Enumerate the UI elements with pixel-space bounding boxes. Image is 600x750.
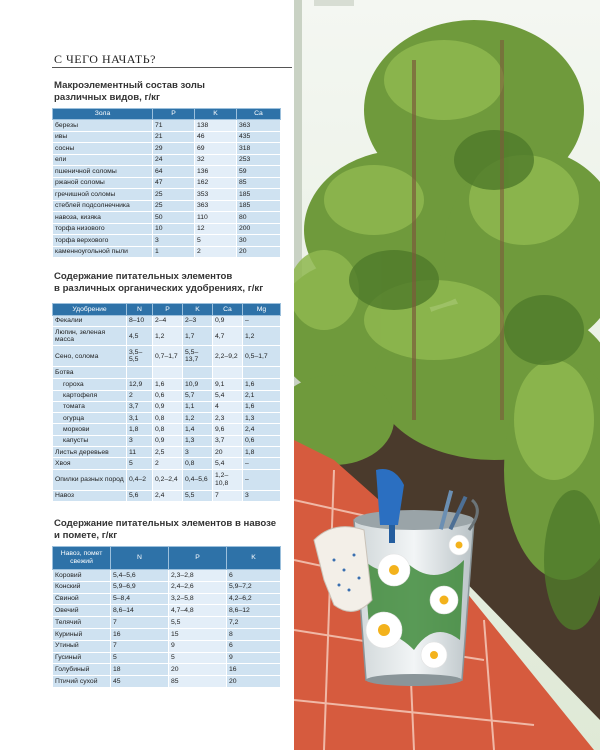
table-cell: 1,1: [183, 401, 213, 412]
row-label: Сено, солома: [53, 346, 127, 367]
table-cell: –: [243, 316, 281, 327]
header-row: [53, 304, 281, 316]
table-row: [53, 390, 281, 401]
row-label: Опилки разных пород: [53, 469, 127, 490]
column-header: K: [183, 304, 213, 316]
table-cell: 2,4: [153, 490, 183, 501]
table-cell: 5,5: [169, 617, 227, 629]
table-cell: 435: [237, 131, 281, 143]
column-header: Навоз, помет свежий: [53, 547, 111, 570]
manure-table: [52, 546, 281, 688]
table-row: [53, 235, 281, 247]
table-cell: 185: [237, 189, 281, 201]
table-cell: 2–3: [183, 316, 213, 327]
table-cell: 2,5: [153, 447, 183, 458]
table-cell: 15: [169, 628, 227, 640]
column-header: K: [227, 547, 281, 570]
table-cell: 5,9–6,9: [111, 581, 169, 593]
table-cell: 10,9: [183, 379, 213, 390]
table-cell: 20: [213, 447, 243, 458]
table-row: [53, 605, 281, 617]
table-cell: 9,1: [213, 379, 243, 390]
column-header: P: [153, 109, 195, 120]
table-row: [53, 316, 281, 327]
table-cell: 1,4: [183, 424, 213, 435]
row-label: Телячий: [53, 617, 111, 629]
table-cell: 0,5–1,7: [243, 346, 281, 367]
table-row: [53, 154, 281, 166]
table-cell: 7: [213, 490, 243, 501]
row-label: ржаной соломы: [53, 177, 153, 189]
column-header: Зола: [53, 109, 153, 120]
table-cell: 8: [227, 628, 281, 640]
table-cell: 200: [237, 223, 281, 235]
table-row: [53, 200, 281, 212]
ash-table-heading: Макроэлементный состав золы различных видов, г/кг: [54, 80, 205, 103]
table-cell: 5,5–13,7: [183, 346, 213, 367]
table-cell: 0,6: [153, 390, 183, 401]
column-header: N: [127, 304, 153, 316]
table-cell: 1,8: [127, 424, 153, 435]
table-cell: 16: [111, 628, 169, 640]
table-cell: 253: [237, 154, 281, 166]
table-cell: 5: [111, 652, 169, 664]
table-cell: 3: [127, 435, 153, 446]
table-cell: 3: [243, 490, 281, 501]
table-cell: 1,8: [243, 447, 281, 458]
table-cell: [127, 367, 153, 379]
table-cell: 1,7: [183, 327, 213, 346]
table-row: [53, 593, 281, 605]
table-cell: [243, 367, 281, 379]
row-label: ивы: [53, 131, 153, 143]
table-cell: 1,2–10,8: [213, 469, 243, 490]
header-row: [53, 547, 281, 570]
table-cell: 1,3: [243, 413, 281, 424]
table-row: [53, 177, 281, 189]
table-cell: 138: [195, 120, 237, 132]
table-cell: 3,5–5,5: [127, 346, 153, 367]
row-label: Люпин, зеленая масса: [53, 327, 127, 346]
table-cell: 2,3: [213, 413, 243, 424]
table-cell: 45: [111, 676, 169, 688]
column-header: P: [153, 304, 183, 316]
row-label: Листья деревьев: [53, 447, 127, 458]
table-cell: 20: [237, 246, 281, 258]
table-cell: 2: [153, 458, 183, 469]
table-cell: 6: [227, 640, 281, 652]
table-cell: 2,4: [243, 424, 281, 435]
table-cell: 6: [227, 570, 281, 582]
table-cell: 2,3–2,8: [169, 570, 227, 582]
table-cell: 3,1: [127, 413, 153, 424]
table-cell: 1,3: [183, 435, 213, 446]
table-cell: 0,8: [153, 424, 183, 435]
table-cell: 1,2: [153, 327, 183, 346]
table-cell: 5: [195, 235, 237, 247]
row-label: огурца: [53, 413, 127, 424]
table-cell: 4,2–6,2: [227, 593, 281, 605]
row-label: торфа низового: [53, 223, 153, 235]
table-row: [53, 212, 281, 224]
table-cell: –: [243, 458, 281, 469]
column-header: Ca: [213, 304, 243, 316]
table-cell: 0,2–2,4: [153, 469, 183, 490]
table-cell: 2,4–2,6: [169, 581, 227, 593]
table-cell: 85: [237, 177, 281, 189]
table-cell: 0,4–5,6: [183, 469, 213, 490]
row-label: Свиной: [53, 593, 111, 605]
table-cell: 4,7: [213, 327, 243, 346]
table-cell: [213, 367, 243, 379]
table-cell: 20: [169, 664, 227, 676]
table-cell: 7: [111, 617, 169, 629]
row-label: капусты: [53, 435, 127, 446]
table-cell: 3,7: [127, 401, 153, 412]
row-label: Хвоя: [53, 458, 127, 469]
table-cell: 18: [111, 664, 169, 676]
table-cell: 9: [227, 652, 281, 664]
row-label: стеблей подсолнечника: [53, 200, 153, 212]
row-label: Коровий: [53, 570, 111, 582]
table-cell: 9,6: [213, 424, 243, 435]
table-row: [53, 424, 281, 435]
header-row: [53, 109, 281, 120]
table-cell: 353: [195, 189, 237, 201]
row-label: навоза, кизяка: [53, 212, 153, 224]
row-label: моркови: [53, 424, 127, 435]
table-row: [53, 379, 281, 390]
table-cell: 363: [237, 120, 281, 132]
table-row: [53, 640, 281, 652]
table-cell: 3: [183, 447, 213, 458]
table-cell: 5,4: [213, 458, 243, 469]
table-cell: 8,6–12: [227, 605, 281, 617]
table-cell: 0,6: [243, 435, 281, 446]
table-cell: 47: [153, 177, 195, 189]
table-cell: 5: [127, 458, 153, 469]
table-cell: 1,2: [243, 327, 281, 346]
table-cell: 21: [153, 131, 195, 143]
table-cell: 71: [153, 120, 195, 132]
table-row: [53, 469, 281, 490]
title-rule: [52, 67, 292, 68]
row-label: Голубиный: [53, 664, 111, 676]
table-cell: 0,8: [153, 413, 183, 424]
table-row: [53, 676, 281, 688]
table-cell: 5,7: [183, 390, 213, 401]
table-cell: 24: [153, 154, 195, 166]
table-cell: 136: [195, 166, 237, 178]
table-cell: 29: [153, 143, 195, 155]
row-label: Гусиный: [53, 652, 111, 664]
table-cell: 5–8,4: [111, 593, 169, 605]
table-cell: 7,2: [227, 617, 281, 629]
table-cell: 0,4–2: [127, 469, 153, 490]
row-label: гороха: [53, 379, 127, 390]
table-cell: 0,9: [153, 401, 183, 412]
table-cell: 2–4: [153, 316, 183, 327]
table-cell: 185: [237, 200, 281, 212]
table-cell: 162: [195, 177, 237, 189]
table-cell: [153, 367, 183, 379]
table-cell: 1: [153, 246, 195, 258]
table-cell: 5,4–5,6: [111, 570, 169, 582]
table-cell: 3,7: [213, 435, 243, 446]
table-row: [53, 327, 281, 346]
table-cell: 4,7–4,8: [169, 605, 227, 617]
row-label: Утиный: [53, 640, 111, 652]
table-row: [53, 447, 281, 458]
table-cell: 5,9–7,2: [227, 581, 281, 593]
manure-table-heading: Содержание питательных элементов в навозе и помете, г/кг: [54, 518, 277, 541]
row-label: пшеничной соломы: [53, 166, 153, 178]
table-row: [53, 346, 281, 367]
table-cell: 110: [195, 212, 237, 224]
organic-table: [52, 303, 281, 502]
table-row: [53, 367, 281, 379]
table-cell: 85: [169, 676, 227, 688]
table-cell: 4: [213, 401, 243, 412]
row-label: томата: [53, 401, 127, 412]
table-cell: 8–10: [127, 316, 153, 327]
table-cell: 3,2–5,8: [169, 593, 227, 605]
table-cell: 5,6: [127, 490, 153, 501]
row-label: картофеля: [53, 390, 127, 401]
table-cell: 5,5: [183, 490, 213, 501]
table-cell: 2,2–9,2: [213, 346, 243, 367]
table-cell: 0,8: [183, 458, 213, 469]
table-row: [53, 490, 281, 501]
table-cell: 5,4: [213, 390, 243, 401]
column-header: Mg: [243, 304, 281, 316]
row-label: каменноугольной пыли: [53, 246, 153, 258]
table-cell: 12: [195, 223, 237, 235]
table-row: [53, 570, 281, 582]
table-cell: 2: [127, 390, 153, 401]
section-title: С ЧЕГО НАЧАТЬ?: [54, 52, 156, 66]
table-cell: 64: [153, 166, 195, 178]
table-cell: 5: [169, 652, 227, 664]
table-row: [53, 166, 281, 178]
table-cell: 0,9: [153, 435, 183, 446]
table-cell: 363: [195, 200, 237, 212]
row-label: сосны: [53, 143, 153, 155]
row-label: березы: [53, 120, 153, 132]
column-header: P: [169, 547, 227, 570]
table-cell: 16: [227, 664, 281, 676]
table-cell: 1,2: [183, 413, 213, 424]
table-row: [53, 413, 281, 424]
table-cell: 1,6: [243, 379, 281, 390]
table-cell: 7: [111, 640, 169, 652]
organic-table-heading: Содержание питательных элементов в различных органических удобрениях, г/кг: [54, 271, 264, 294]
table-cell: 0,7–1,7: [153, 346, 183, 367]
row-label: Ботва: [53, 367, 127, 379]
table-cell: 46: [195, 131, 237, 143]
column-header: Ca: [237, 109, 281, 120]
table-row: [53, 223, 281, 235]
table-cell: 318: [237, 143, 281, 155]
table-cell: 12,9: [127, 379, 153, 390]
table-row: [53, 401, 281, 412]
row-label: Фекалии: [53, 316, 127, 327]
table-cell: 3: [153, 235, 195, 247]
greenhouse-photo: [294, 0, 600, 750]
row-label: гречишной соломы: [53, 189, 153, 201]
table-row: [53, 131, 281, 143]
row-label: Куриный: [53, 628, 111, 640]
row-label: Конский: [53, 581, 111, 593]
table-cell: 8,6–14: [111, 605, 169, 617]
table-cell: 20: [227, 676, 281, 688]
row-label: Птичий сухой: [53, 676, 111, 688]
table-cell: 32: [195, 154, 237, 166]
column-header: K: [195, 109, 237, 120]
table-cell: 25: [153, 189, 195, 201]
table-cell: 4,5: [127, 327, 153, 346]
table-row: [53, 628, 281, 640]
table-cell: 10: [153, 223, 195, 235]
row-label: ели: [53, 154, 153, 166]
table-cell: [183, 367, 213, 379]
column-header: Удобрение: [53, 304, 127, 316]
table-cell: 9: [169, 640, 227, 652]
table-row: [53, 458, 281, 469]
table-cell: 80: [237, 212, 281, 224]
row-label: торфа верхового: [53, 235, 153, 247]
ash-table: [52, 108, 281, 258]
table-cell: –: [243, 469, 281, 490]
text-column: [0, 0, 292, 750]
table-cell: 1,6: [153, 379, 183, 390]
table-cell: 50: [153, 212, 195, 224]
table-row: [53, 143, 281, 155]
table-row: [53, 120, 281, 132]
table-row: [53, 664, 281, 676]
table-row: [53, 246, 281, 258]
table-cell: 69: [195, 143, 237, 155]
table-cell: 25: [153, 200, 195, 212]
table-row: [53, 617, 281, 629]
table-row: [53, 652, 281, 664]
table-cell: 2,1: [243, 390, 281, 401]
column-header: N: [111, 547, 169, 570]
table-cell: 0,9: [213, 316, 243, 327]
table-cell: 2: [195, 246, 237, 258]
table-row: [53, 435, 281, 446]
row-label: Навоз: [53, 490, 127, 501]
row-label: Овечий: [53, 605, 111, 617]
table-row: [53, 189, 281, 201]
table-cell: 1,6: [243, 401, 281, 412]
table-cell: 59: [237, 166, 281, 178]
table-cell: 11: [127, 447, 153, 458]
table-row: [53, 581, 281, 593]
table-cell: 30: [237, 235, 281, 247]
greenhouse-photo-illustration: [294, 0, 600, 750]
